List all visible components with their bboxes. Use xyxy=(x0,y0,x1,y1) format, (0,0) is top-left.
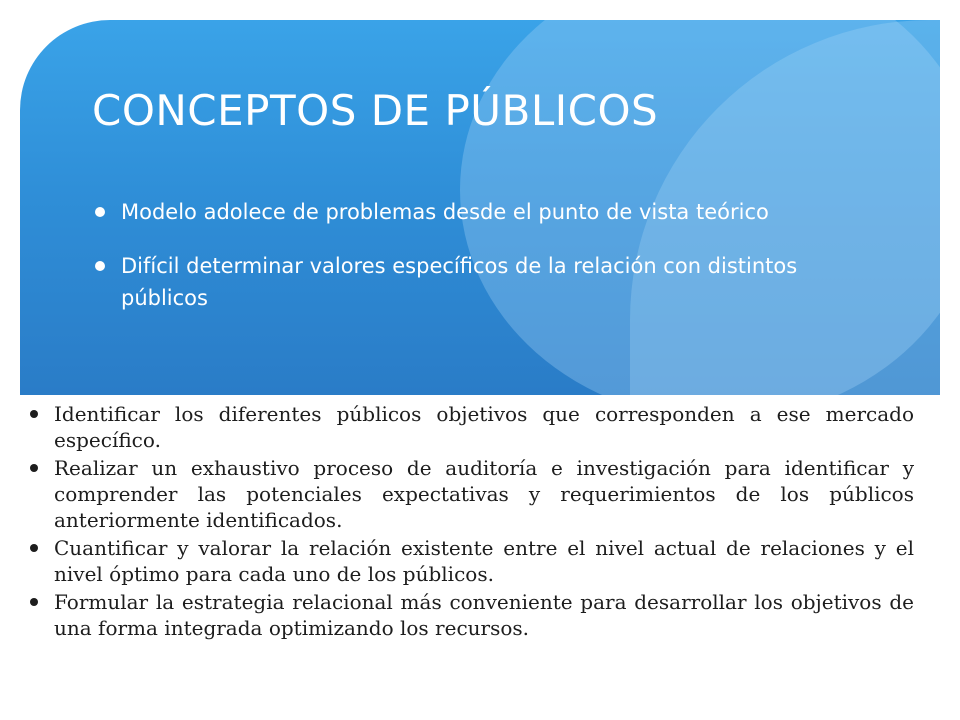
bullet-dot-icon xyxy=(95,207,105,217)
scanned-item xyxy=(18,455,914,533)
scanned-item xyxy=(18,401,914,453)
scanned-bullet-list xyxy=(18,401,914,643)
scanned-item xyxy=(18,589,914,641)
bullet-dot-icon xyxy=(30,410,38,418)
bullet-dot-icon xyxy=(30,464,38,472)
bullet-item xyxy=(95,250,855,314)
scanned-item-text: Identificar los diferentes públicos objetivos que corresponden a ese mercado específico. xyxy=(54,402,914,452)
bullet-text: Difícil determinar valores específicos de la relación con distintos públicos xyxy=(121,254,798,310)
bullet-dot-icon xyxy=(30,544,38,552)
scanned-text-image xyxy=(18,395,940,700)
bullet-dot-icon xyxy=(95,261,105,271)
scanned-item xyxy=(18,535,914,587)
scanned-item-text: Cuantificar y valorar la relación existente entre el nivel actual de relaciones y el nivel óptimo para cada uno de los públicos. xyxy=(54,536,914,586)
bullet-item xyxy=(95,196,855,228)
bullet-text: Modelo adolece de problemas desde el punto de vista teórico xyxy=(121,200,769,224)
slide-bullet-list xyxy=(95,196,855,336)
slide-title: CONCEPTOS DE PÚBLICOS xyxy=(92,86,659,135)
scanned-item-text: Formular la estrategia relacional más conveniente para desarrollar los objetivos de una forma integrada optimizando los recursos. xyxy=(54,590,914,640)
bullet-dot-icon xyxy=(30,598,38,606)
scanned-item-text: Realizar un exhaustivo proceso de auditoría e investigación para identificar y comprender las potenciales expectativas y requerimientos de los públicos anteriormente identificados. xyxy=(54,456,914,532)
